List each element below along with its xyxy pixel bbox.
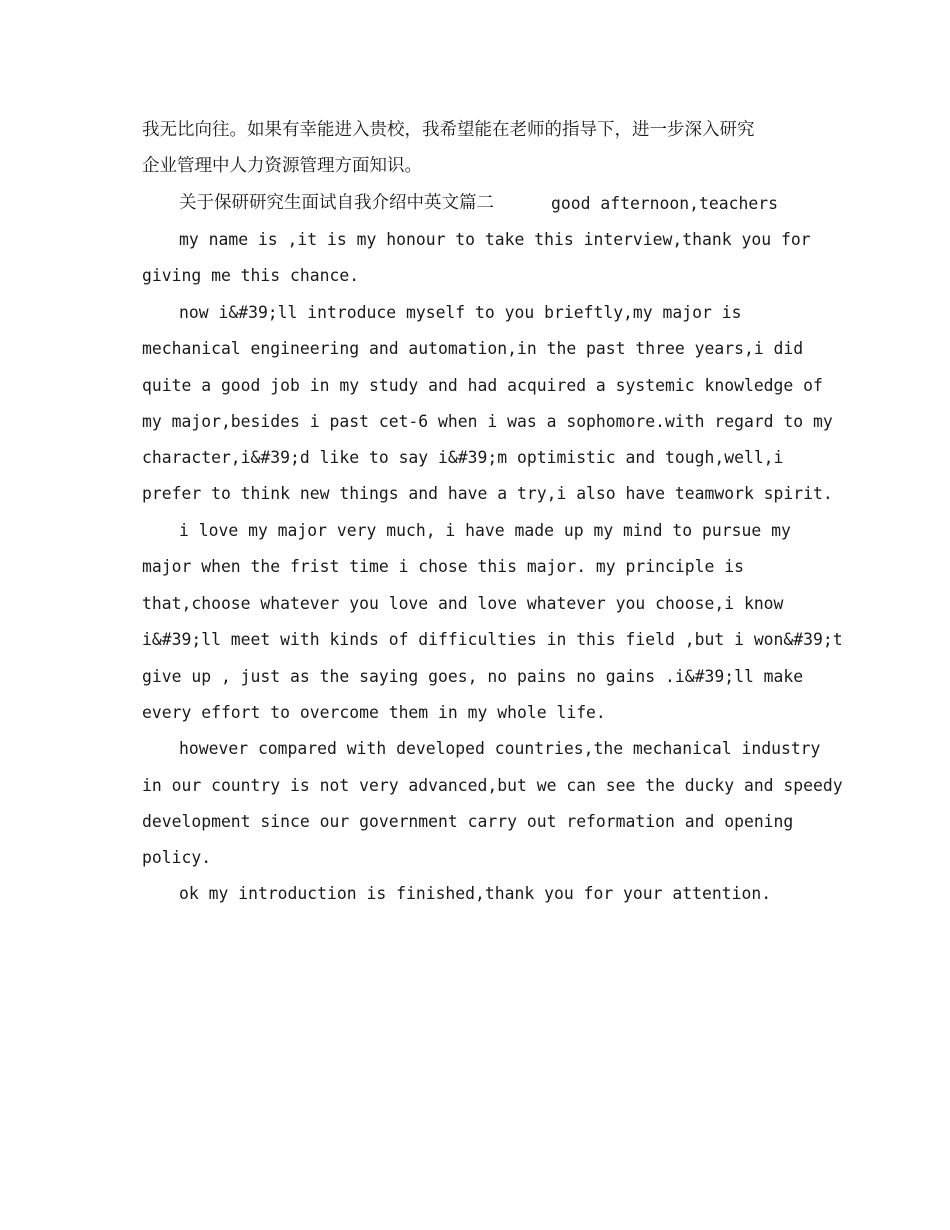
paragraph-line: however compared with developed countries,the mechanical industry: [179, 739, 821, 758]
paragraph-line: giving me this chance.: [142, 266, 360, 285]
paragraph-line: my name is ,it is my honour to take this interview,thank you for: [179, 230, 811, 249]
paragraph-line: in our country is not very advanced,but we can see the ducky and speedy: [142, 776, 843, 795]
paragraph-line: 我无比向往。如果有幸能进入贵校，我希望能在老师的指导下，进一步深入研究: [142, 120, 755, 140]
paragraph-line: give up , just as the saying goes, no pains no gains .i&#39;ll make: [142, 667, 804, 686]
paragraph-line: now i&#39;ll introduce myself to you brieftly,my major is: [179, 303, 742, 322]
paragraph-line: i&#39;ll meet with kinds of difficulties in this field ,but i won&#39;t: [142, 630, 843, 649]
paragraph-line: i love my major very much, i have made up my mind to pursue my: [179, 521, 791, 540]
paragraph-line: prefer to think new things and have a try,i also have teamwork spirit.: [142, 484, 833, 503]
paragraph-line: my major,besides i past cet-6 when i was a sophomore.with regard to my: [142, 412, 833, 431]
paragraph-line: mechanical engineering and automation,in the past three years,i did: [142, 339, 804, 358]
paragraph-line: 企业管理中人力资源管理方面知识。: [142, 156, 422, 176]
paragraph-line: character,i&#39;d like to say i&#39;m optimistic and tough,well,i: [142, 448, 784, 467]
paragraph-line: ok my introduction is finished,thank you for your attention.: [179, 884, 772, 903]
paragraph-line: quite a good job in my study and had acquired a systemic knowledge of: [142, 376, 823, 395]
greeting-line: good afternoon,teachers: [551, 194, 778, 213]
section-heading: 关于保研研究生面试自我介绍中英文篇二: [179, 193, 494, 213]
paragraph-line: policy.: [142, 848, 212, 867]
paragraph-line: development since our government carry out reformation and opening: [142, 812, 794, 831]
paragraph-line: every effort to overcome them in my whole life.: [142, 703, 606, 722]
paragraph-line: that,choose whatever you love and love whatever you choose,i know: [142, 594, 784, 613]
paragraph-line: major when the frist time i chose this major. my principle is: [142, 557, 744, 576]
